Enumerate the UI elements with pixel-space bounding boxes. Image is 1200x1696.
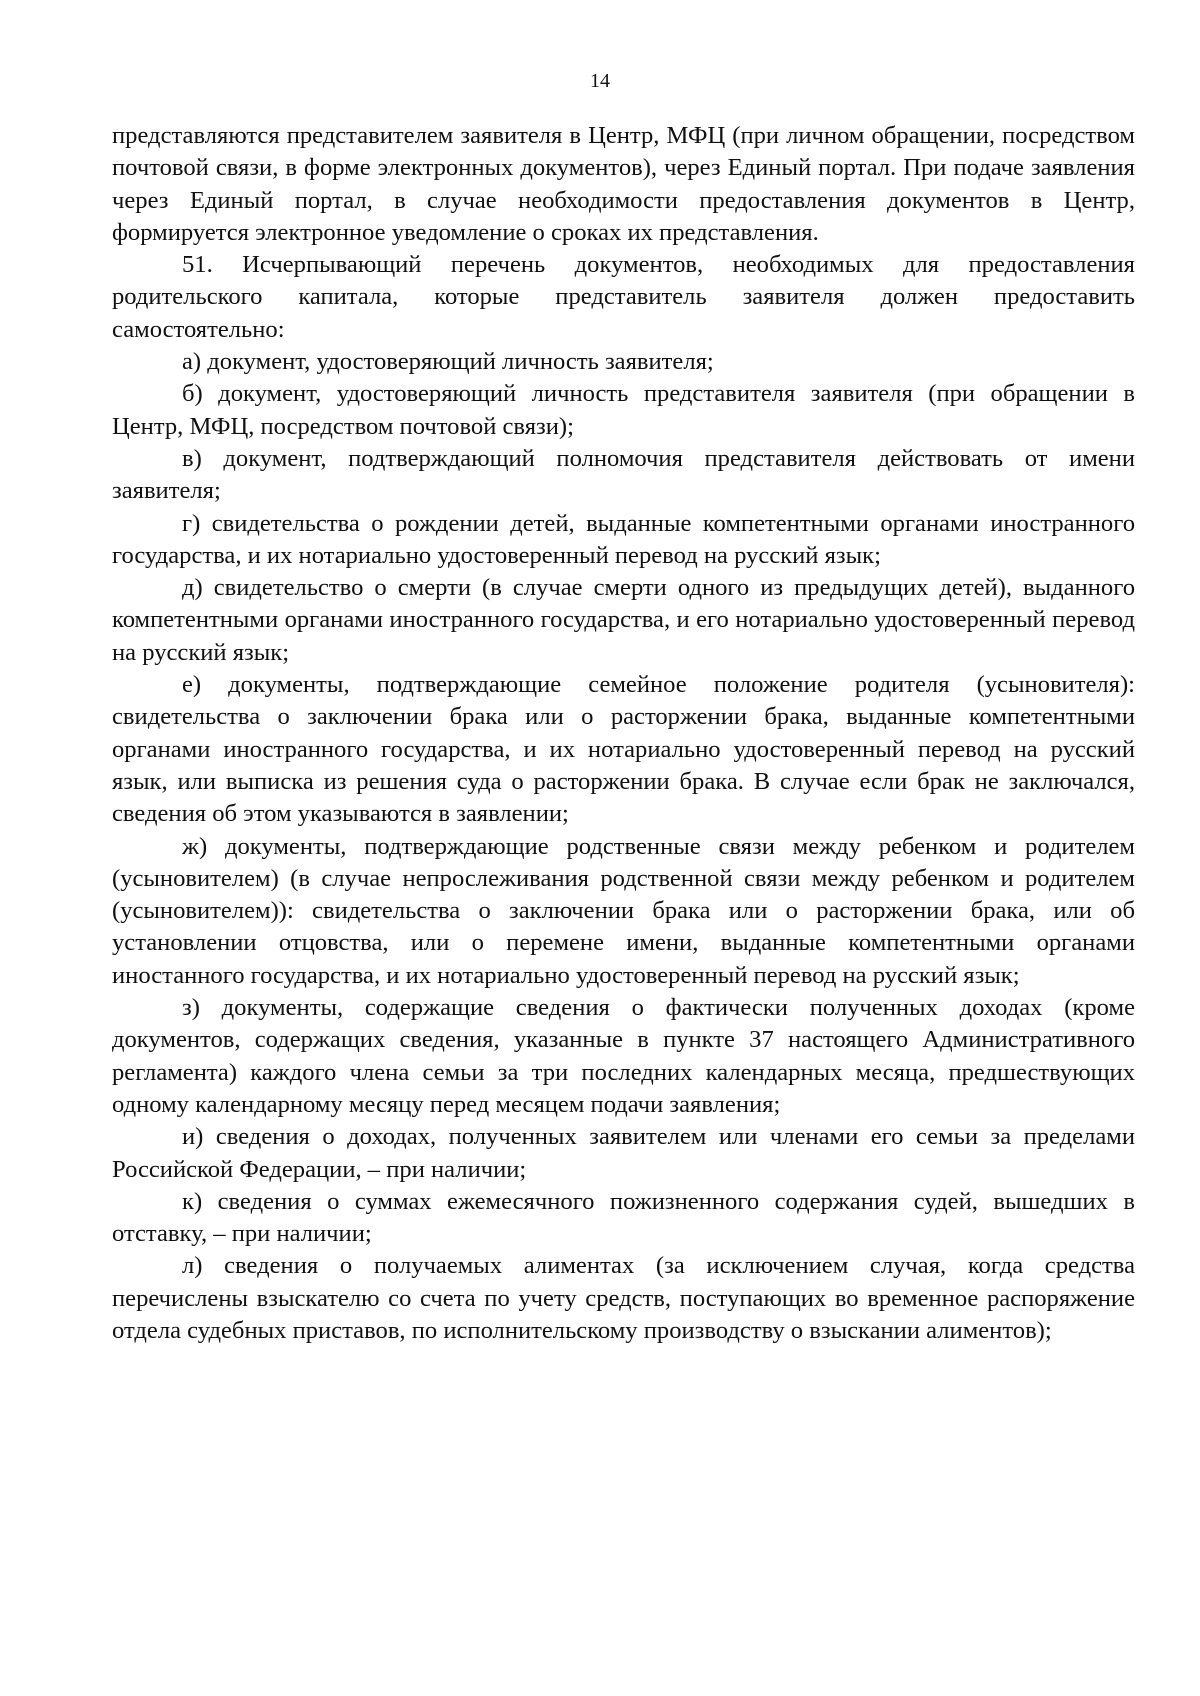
list-item-k: к) сведения о суммах ежемесячного пожизненного содержания судей, вышедших в отставку, – при наличии; [112,1187,1135,1248]
document-body [112,120,1135,1347]
list-item-l: л) сведения о получаемых алиментах (за исключением случая, когда средства перечислены взыскателю со счета по учету средств, поступающих во временное распоряжение отдела судебных приставов, по исполнительскому производству о взыскании алиментов); [112,1252,1135,1344]
list-item-z: з) документы, содержащие сведения о фактически полученных доходах (кроме документов, содержащих сведения, указанные в пункте 37 настоящего Административного регламента) каждого члена семьи за три последних календарных месяца, предшествующих одному календарному месяцу перед месяцем подачи заявления; [112,994,1135,1118]
page-number: 14 [590,70,610,92]
list-item-zh: ж) документы, подтверждающие родственные связи между ребенком и родителем (усыновителем) (в случае непрослеживания родственной связи между ребенком и родителем (усыновителем)): свидетельства о заключении брака или о расторжении брака, или об установлении отцовства, или о перемене имени, выданные компетентными органами иностанного государства, и их нотариально удостоверенный перевод на русский язык; [112,832,1135,989]
list-item-g: г) свидетельства о рождении детей, выданные компетентными органами иностранного государства, и их нотариально удостоверенный перевод на русский язык; [112,509,1135,569]
list-item-b: б) документ, удостоверяющий личность представителя заявителя (при обращении в Центр, МФЦ, посредством почтовой связи); [112,380,1135,440]
paragraph-continuation: представляются представителем заявителя в Центр, МФЦ (при личном обращении, посредством почтовой связи, в форме электронных документов), через Единый портал. При подаче заявления через Единый портал, в случае необходимости предоставления документов в Центр, формируется электронное уведомление о сроках их представления. [112,122,1135,246]
list-item-e: е) документы, подтверждающие семейное положение родителя (усыновителя): свидетельства о заключении брака или о расторжении брака, выданные компетентными органами иностранного государства, и их нотариально удостоверенный перевод на русский язык, или выписка из решения суда о расторжении брака. В случае если брак не заключался, сведения об этом указываются в заявлении; [112,671,1135,828]
list-item-v: в) документ, подтверждающий полномочия представителя действовать от имени заявителя; [112,444,1135,505]
list-item-i: и) сведения о доходах, полученных заявителем или членами его семьи за пределами Российской Федерации, – при наличии; [112,1123,1135,1183]
list-item-a: а) документ, удостоверяющий личность заявителя; [182,348,714,376]
list-item-d: д) свидетельство о смерти (в случае смерти одного из предыдущих детей), выданного компетентными органами иностранного государства, и его нотариально удостоверенный перевод на русский язык; [112,574,1135,666]
paragraph-item-51: 51. Исчерпывающий перечень документов, необходимых для предоставления родительского капитала, которые представитель заявителя должен предоставить самостоятельно: [112,251,1135,343]
